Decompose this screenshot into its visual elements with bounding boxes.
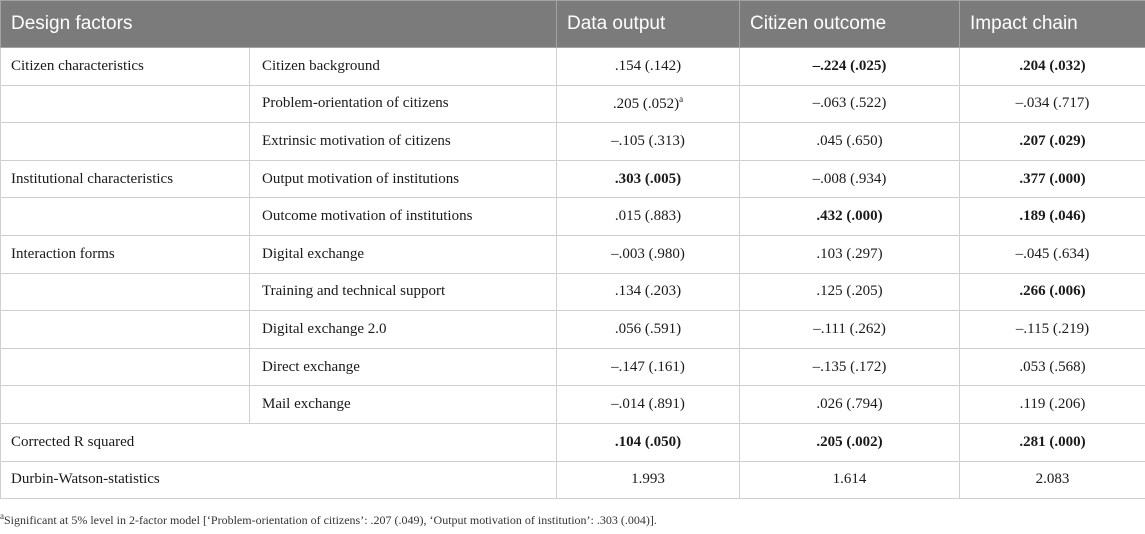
data-output-value: .015 (.883) [557, 198, 740, 236]
factor-label: Citizen background [250, 48, 557, 86]
group-label [1, 348, 250, 386]
citizen-outcome-value: –.063 (.522) [740, 85, 960, 123]
data-output-value: .303 (.005) [557, 160, 740, 198]
data-output-value: .154 (.142) [557, 48, 740, 86]
data-output-value: .056 (.591) [557, 311, 740, 349]
citizen-outcome-value: .103 (.297) [740, 235, 960, 273]
summary-label: Corrected R squared [1, 423, 557, 461]
summary-row-durbin-watson [1, 461, 1145, 499]
citizen-outcome-value: .125 (.205) [740, 273, 960, 311]
table-row [1, 235, 1145, 273]
table-row [1, 198, 1145, 236]
group-label [1, 123, 250, 161]
table-row [1, 123, 1145, 161]
data-output-value: .134 (.203) [557, 273, 740, 311]
impact-chain-value: –.115 (.219) [960, 311, 1145, 349]
group-label [1, 273, 250, 311]
group-label: Citizen characteristics [1, 48, 250, 86]
factor-label: Extrinsic motivation of citizens [250, 123, 557, 161]
impact-chain-value: .377 (.000) [960, 160, 1145, 198]
factor-label: Direct exchange [250, 348, 557, 386]
factor-label: Output motivation of institutions [250, 160, 557, 198]
impact-chain-value: 2.083 [960, 461, 1145, 499]
data-output-value: .104 (.050) [557, 423, 740, 461]
table-row [1, 85, 1145, 123]
table-row [1, 160, 1145, 198]
factor-label: Problem-orientation of citizens [250, 85, 557, 123]
citizen-outcome-value: –.135 (.172) [740, 348, 960, 386]
data-output-value: .205 (.052) [612, 96, 680, 113]
citizen-outcome-value: .432 (.000) [740, 198, 960, 236]
impact-chain-value: .053 (.568) [960, 348, 1145, 386]
table-row [1, 311, 1145, 349]
citizen-outcome-value: .205 (.002) [740, 423, 960, 461]
impact-chain-value: .266 (.006) [960, 273, 1145, 311]
footnote-marker: a [0, 511, 4, 522]
header-citizen-outcome: Citizen outcome [740, 1, 960, 48]
group-label [1, 311, 250, 349]
header-design-factors: Design factors [1, 1, 557, 48]
data-output-value: –.147 (.161) [557, 348, 740, 386]
group-label [1, 85, 250, 123]
table-row [1, 273, 1145, 311]
impact-chain-value: .281 (.000) [960, 423, 1145, 461]
citizen-outcome-value: 1.614 [740, 461, 960, 499]
impact-chain-value: –.045 (.634) [960, 235, 1145, 273]
data-output-value: –.003 (.980) [557, 235, 740, 273]
group-label: Interaction forms [1, 235, 250, 273]
data-output-value: –.105 (.313) [557, 123, 740, 161]
factor-label: Digital exchange 2.0 [250, 311, 557, 349]
header-data-output: Data output [557, 1, 740, 48]
factor-label: Digital exchange [250, 235, 557, 273]
footnote-text: Significant at 5% level in 2-factor model [‘Problem-orientation of citizens’: .207 (.049), ‘Output motivation of institution’: .303 (.004)]. [4, 513, 657, 528]
citizen-outcome-value: .045 (.650) [740, 123, 960, 161]
factor-label: Training and technical support [250, 273, 557, 311]
citizen-outcome-value: –.008 (.934) [740, 160, 960, 198]
impact-chain-value: .119 (.206) [960, 386, 1145, 424]
group-label: Institutional characteristics [1, 160, 250, 198]
table-header-row [1, 1, 1145, 48]
summary-label: Durbin-Watson-statistics [1, 461, 557, 499]
citizen-outcome-value: –.224 (.025) [740, 48, 960, 86]
table-row [1, 386, 1145, 424]
group-label [1, 386, 250, 424]
summary-row-r-squared [1, 423, 1145, 461]
impact-chain-value: .189 (.046) [960, 198, 1145, 236]
footnote-marker: a [679, 94, 684, 105]
data-output-cell [557, 85, 740, 123]
table-row [1, 48, 1145, 86]
impact-chain-value: .207 (.029) [960, 123, 1145, 161]
table-footnote [0, 499, 1145, 527]
impact-chain-value: –.034 (.717) [960, 85, 1145, 123]
data-output-value: 1.993 [557, 461, 740, 499]
header-impact-chain: Impact chain [960, 1, 1145, 48]
citizen-outcome-value: –.111 (.262) [740, 311, 960, 349]
table-row [1, 348, 1145, 386]
factor-label: Outcome motivation of institutions [250, 198, 557, 236]
group-label [1, 198, 250, 236]
data-output-value: –.014 (.891) [557, 386, 740, 424]
factor-label: Mail exchange [250, 386, 557, 424]
impact-chain-value: .204 (.032) [960, 48, 1145, 86]
citizen-outcome-value: .026 (.794) [740, 386, 960, 424]
